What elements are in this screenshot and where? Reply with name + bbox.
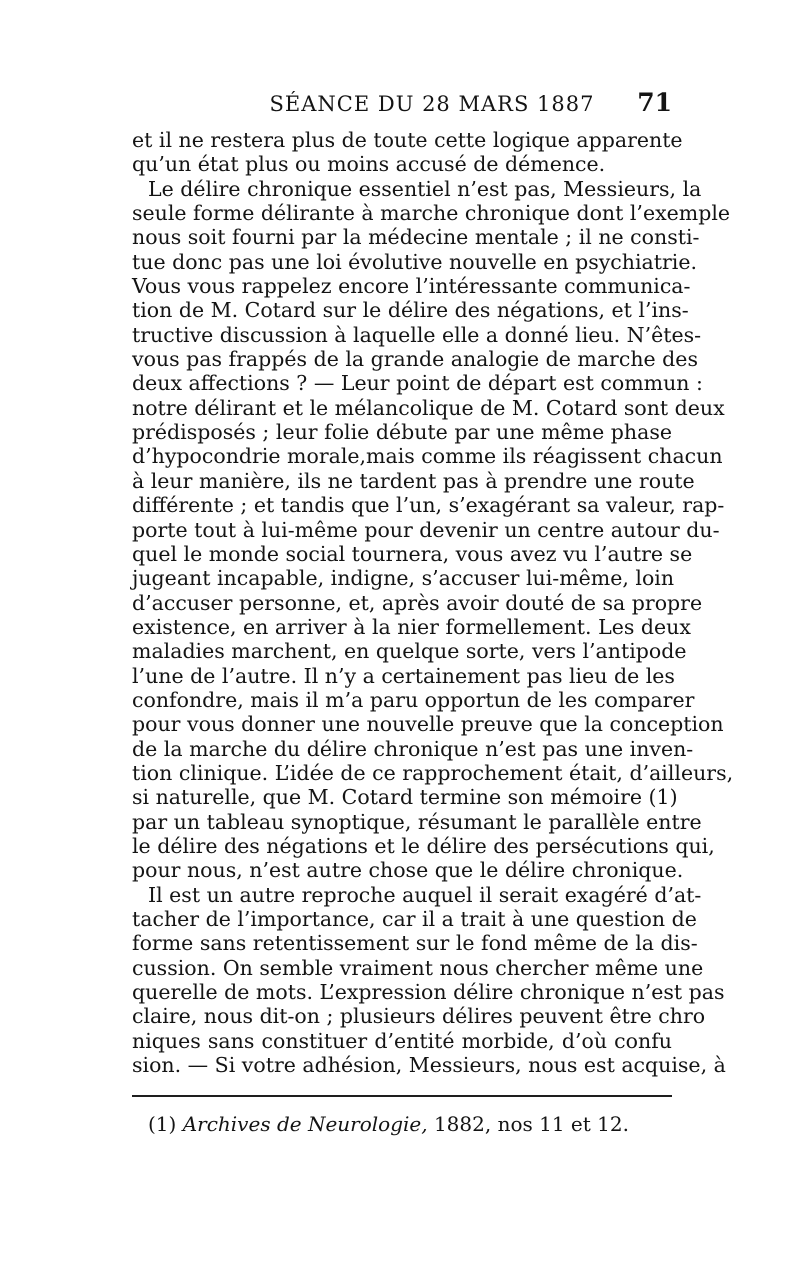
page-number: 71: [637, 88, 672, 117]
text-line: à leur manière, ils ne tardent pas à prendre une route: [132, 468, 695, 493]
text-line: claire, nous dit-on ; plusieurs délires peuvent être chro: [132, 1004, 706, 1029]
text-line: nous soit fourni par la médecine mentale ; il ne consti-: [132, 225, 700, 250]
footnote-source: Archives de Neurologie,: [182, 1112, 428, 1136]
footnote-divider: [132, 1095, 672, 1097]
text-line: et il ne restera plus de toute cette logique apparente: [132, 128, 683, 152]
text-line: deux affections ? — Leur point de départ est commun :: [132, 371, 703, 396]
text-line: tructive discussion à laquelle elle a donné lieu. N’êtes-: [132, 322, 702, 347]
text-line: sion. — Si votre adhésion, Messieurs, nous est acquise, à: [132, 1053, 726, 1078]
text-line: d’accuser personne, et, après avoir douté de sa propre: [132, 590, 703, 615]
text-line: niques sans constituer d’entité morbide, d’où confu: [132, 1028, 672, 1053]
body-text: [132, 128, 734, 1078]
text-line: prédisposés ; leur folie débute par une même phase: [132, 420, 672, 445]
footnote-details: 1882, nos 11 et 12.: [433, 1112, 629, 1136]
text-line: confondre, mais il m’a paru opportun de les comparer: [132, 687, 695, 712]
text-line: si naturelle, que M. Cotard termine son mémoire (1): [132, 785, 678, 810]
text-line: pour nous, n’est autre chose que le délire chronique.: [132, 858, 684, 883]
text-line: maladies marchent, en quelque sorte, vers l’antipode: [132, 639, 687, 664]
text-line: de la marche du délire chronique n’est pas une inven-: [132, 736, 694, 761]
text-line: querelle de mots. L’expression délire chronique n’est pas: [132, 980, 725, 1005]
text-line: cussion. On semble vraiment nous chercher même une: [132, 955, 704, 980]
paragraph-start-line: Le délire chronique essentiel n’est pas, Messieurs, la: [148, 176, 702, 201]
text-line: forme sans retentissement sur le fond même de la dis-: [132, 931, 698, 956]
text-line: tacher de l’importance, car il a trait à une question de: [132, 907, 697, 931]
text-line: Vous vous rappelez encore l’intéressante communica-: [132, 274, 691, 299]
footnote-marker: (1): [148, 1112, 177, 1136]
text-line: tion clinique. L’idée de ce rapprochement était, d’ailleurs,: [132, 760, 734, 785]
text-line: qu’un état plus ou moins accusé de démence.: [132, 152, 606, 177]
text-line: seule forme délirante à marche chronique dont l’exemple: [132, 201, 731, 226]
text-line: vous pas frappés de la grande analogie de marche des: [132, 347, 698, 372]
text-line: l’une de l’autre. Il n’y a certainement pas lieu de les: [132, 663, 675, 688]
text-line: notre délirant et le mélancolique de M. Cotard sont deux: [132, 395, 725, 420]
text-line: quel le monde social tournera, vous avez vu l’autre se: [132, 541, 693, 566]
running-title: SÉANCE DU 28 MARS 1887: [269, 92, 595, 116]
text-line: tion de M. Cotard sur le délire des négations, et l’ins-: [132, 298, 689, 323]
running-head: [132, 88, 672, 122]
text-line: tue donc pas une loi évolutive nouvelle en psychiatrie.: [132, 249, 698, 274]
text-line: différente ; et tandis que l’un, s’exagérant sa valeur, rap-: [132, 493, 725, 518]
text-line: existence, en arriver à la nier formellement. Les deux: [132, 614, 691, 639]
footnote: [148, 1112, 629, 1136]
text-line: d’hypocondrie morale,mais comme ils réagissent chacun: [132, 444, 723, 469]
text-line: jugeant incapable, indigne, s’accuser lui-même, loin: [132, 566, 675, 591]
text-line: porte tout à lui-même pour devenir un centre autour du-: [132, 517, 720, 542]
text-line: par un tableau synoptique, résumant le parallèle entre: [132, 809, 702, 834]
paragraph-start-line: Il est un autre reproche auquel il serait exagéré d’at-: [148, 882, 702, 907]
text-line: pour vous donner une nouvelle preuve que la conception: [132, 712, 724, 737]
text-line: le délire des négations et le délire des persécutions qui,: [132, 833, 715, 858]
